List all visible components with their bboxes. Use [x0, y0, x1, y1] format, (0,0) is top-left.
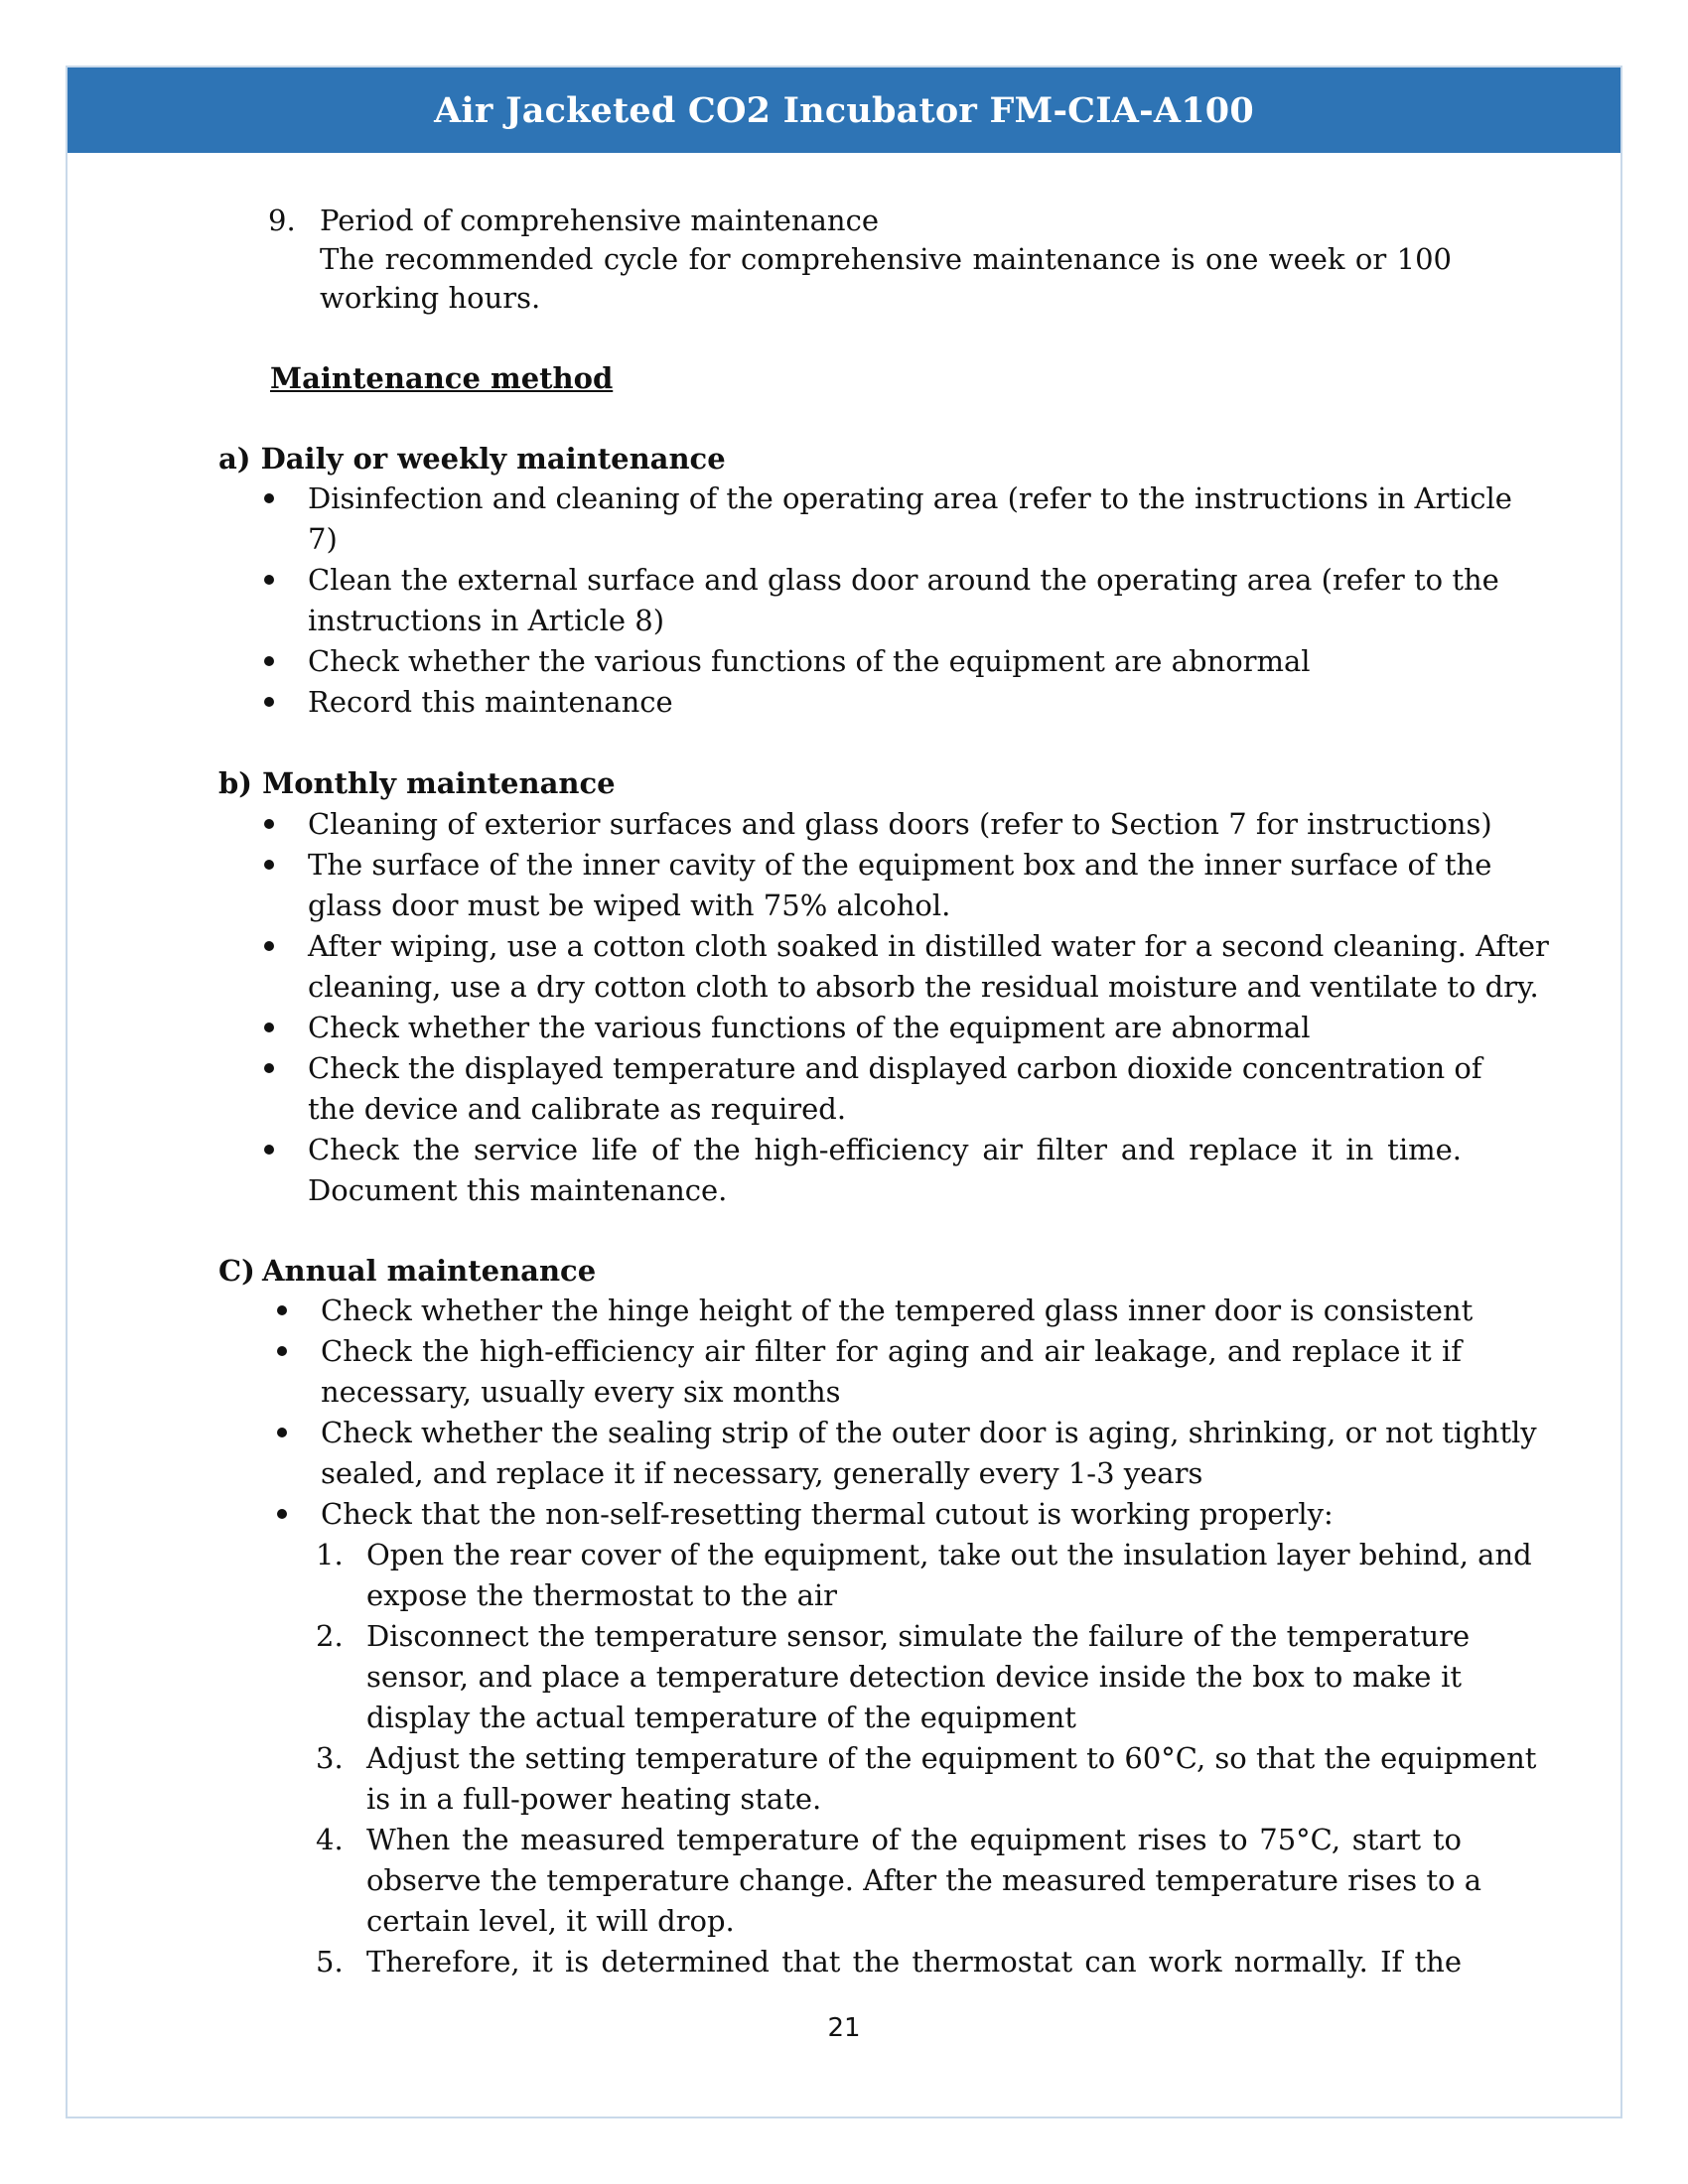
- section-a-bullet-text: Disinfection and cleaning of the operating area (refer to the instructions in Article: [308, 481, 1512, 515]
- section-c-bullet-text: Check the high-efficiency air filter for aging and air leakage, and replace it if: [321, 1334, 1462, 1368]
- section-a-heading: a) Daily or weekly maintenance: [218, 442, 726, 476]
- section-b-bullet-text: cleaning, use a dry cotton cloth to absorb the residual moisture and ventilate to dry.: [308, 970, 1539, 1004]
- section-c-bullet-text: Check whether the sealing strip of the outer door is aging, shrinking, or not tightly: [321, 1416, 1537, 1449]
- item-9-text-line2: working hours.: [320, 281, 541, 315]
- section-b-bullet-text: The surface of the inner cavity of the equipment box and the inner surface of the: [308, 848, 1492, 882]
- item-9-title: Period of comprehensive maintenance: [320, 204, 879, 237]
- section-c-bullet-text: Check that the non-self-resetting thermal cutout is working properly:: [321, 1497, 1334, 1531]
- section-a-bullet-marker: [264, 697, 274, 707]
- section-b-bullet-text: Check the service life of the high-efficiency air filter and replace it in time.: [308, 1133, 1462, 1166]
- maintenance-method-heading: Maintenance method: [270, 361, 614, 395]
- page-number: 21: [827, 2013, 861, 2043]
- section-c-bullet-marker: [277, 1509, 287, 1519]
- section-a-bullet-text: Clean the external surface and glass door around the operating area (refer to the: [308, 563, 1499, 597]
- section-b-bullet-marker: [264, 860, 274, 870]
- section-b-bullet-marker: [264, 1023, 274, 1032]
- section-a-bullet-marker: [264, 656, 274, 666]
- page-header: [68, 68, 1620, 153]
- section-b-heading: b) Monthly maintenance: [218, 766, 616, 800]
- section-c-step-text: is in a full-power heating state.: [366, 1782, 822, 1816]
- section-b-bullet-text: Cleaning of exterior surfaces and glass doors (refer to Section 7 for instructions): [308, 807, 1492, 841]
- section-c-bullet-marker: [277, 1346, 287, 1356]
- section-b-bullet-text: the device and calibrate as required.: [308, 1092, 847, 1126]
- section-c-bullet-text: Check whether the hinge height of the tempered glass inner door is consistent: [321, 1294, 1474, 1327]
- section-c-step-text: When the measured temperature of the equipment rises to 75°C, start to: [366, 1823, 1462, 1856]
- section-a-bullet-marker: [264, 493, 274, 503]
- section-c-step-text: sensor, and place a temperature detection device inside the box to make it: [366, 1660, 1462, 1694]
- section-b-bullet-marker: [264, 941, 274, 951]
- section-c-step-number: 3.: [316, 1741, 344, 1775]
- section-c-label: C): [218, 1254, 255, 1288]
- document-title: Air Jacketed CO2 Incubator FM-CIA-A100: [434, 89, 1254, 131]
- section-b-bullet-text: glass door must be wiped with 75% alcohol.: [308, 888, 951, 922]
- section-c-step-text: Open the rear cover of the equipment, take out the insulation layer behind, and: [366, 1538, 1532, 1571]
- item-9-text-line1: The recommended cycle for comprehensive maintenance is one week or 100: [320, 242, 1452, 276]
- section-b-bullet-text: After wiping, use a cotton cloth soaked in distilled water for a second cleaning. After: [308, 929, 1549, 963]
- section-a-bullet-text: Record this maintenance: [308, 685, 673, 719]
- section-b-bullet-marker: [264, 1063, 274, 1073]
- section-a-bullet-text: Check whether the various functions of the equipment are abnormal: [308, 644, 1311, 678]
- section-c-step-text: display the actual temperature of the equipment: [366, 1701, 1076, 1734]
- section-c-step-text: certain level, it will drop.: [366, 1904, 735, 1938]
- section-b-bullet-marker: [264, 1145, 274, 1155]
- section-c-step-text: Therefore, it is determined that the thermostat can work normally. If the: [366, 1945, 1462, 1979]
- section-b-bullet-text: Check the displayed temperature and displayed carbon dioxide concentration of: [308, 1051, 1482, 1085]
- section-b-bullet-text: Check whether the various functions of the equipment are abnormal: [308, 1011, 1311, 1044]
- section-c-step-number: 1.: [316, 1538, 344, 1571]
- section-c-bullet-text: necessary, usually every six months: [321, 1375, 841, 1409]
- section-a-bullet-text: 7): [308, 522, 338, 556]
- item-9-number: 9.: [268, 204, 296, 237]
- section-c-heading: Annual maintenance: [262, 1254, 597, 1288]
- section-c-bullet-marker: [277, 1305, 287, 1315]
- section-c-step-text: expose the thermostat to the air: [366, 1578, 837, 1612]
- section-c-step-text: observe the temperature change. After the measured temperature rises to a: [366, 1863, 1481, 1897]
- section-c-step-number: 2.: [316, 1619, 344, 1653]
- section-c-bullet-text: sealed, and replace it if necessary, generally every 1-3 years: [321, 1456, 1203, 1490]
- section-c-step-number: 4.: [316, 1823, 344, 1856]
- section-b-bullet-marker: [264, 819, 274, 829]
- section-a-bullet-marker: [264, 575, 274, 585]
- section-b-bullet-text: Document this maintenance.: [308, 1173, 728, 1207]
- section-c-step-number: 5.: [316, 1945, 344, 1979]
- section-a-bullet-text: instructions in Article 8): [308, 604, 665, 637]
- section-c-step-text: Disconnect the temperature sensor, simulate the failure of the temperature: [366, 1619, 1471, 1653]
- section-c-bullet-marker: [277, 1428, 287, 1437]
- section-c-step-text: Adjust the setting temperature of the equipment to 60°C, so that the equipment: [366, 1741, 1537, 1775]
